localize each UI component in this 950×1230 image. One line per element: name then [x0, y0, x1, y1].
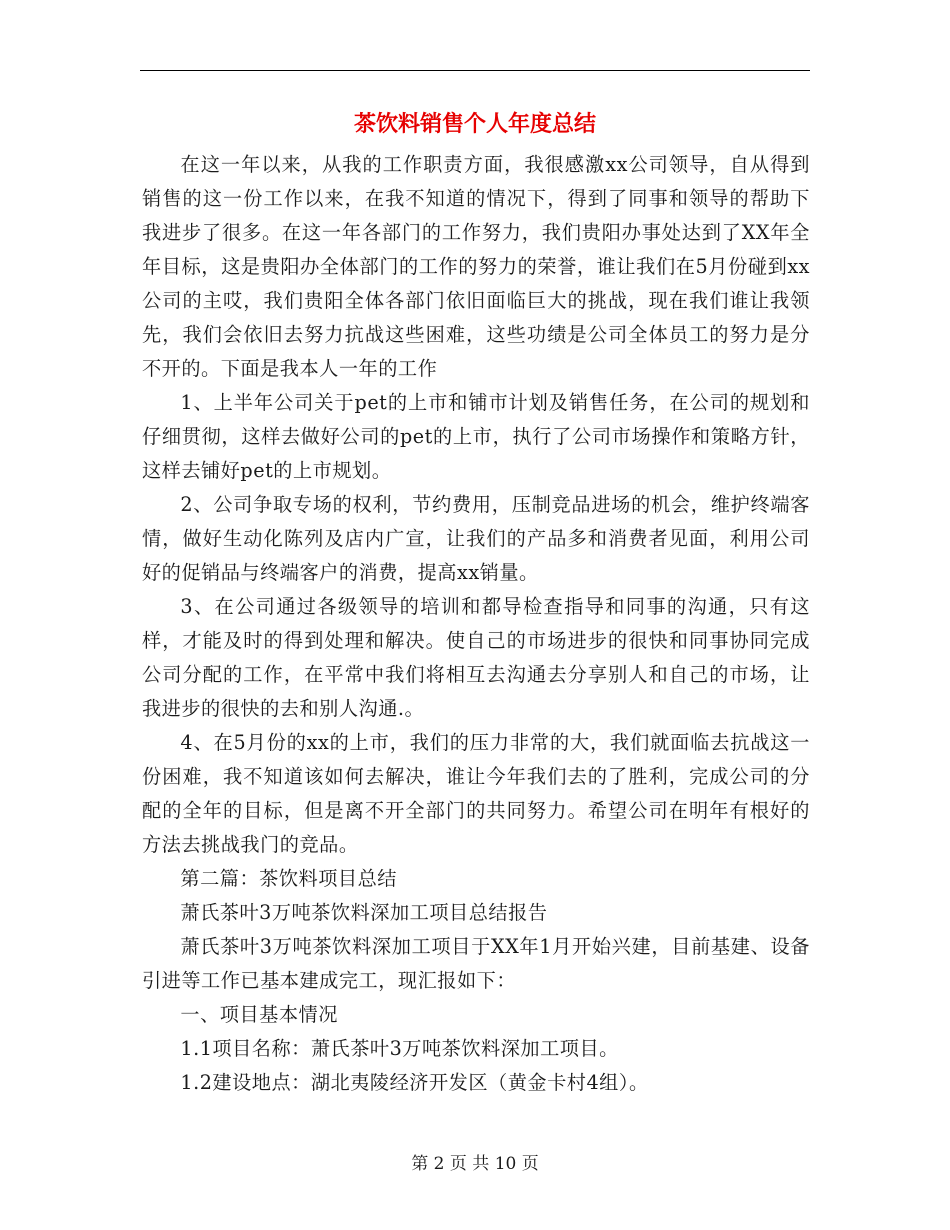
document-body [142, 148, 810, 1100]
report-title: 萧氏茶叶3万吨茶饮料深加工项目总结报告 [180, 901, 548, 924]
paragraph-item-4: 4、在5月份的xx的上市，我们的压力非常的大，我们就面临去抗战这一份困难，我不知道该如何去解决，谁让今年我们去的了胜利，完成公司的分配的全年的目标，但是离不开全部门的共同努力。希望公司在明年有根好的方法去挑战我门的竞品。 [142, 731, 810, 856]
document-title: 茶饮料销售个人年度总结 [353, 112, 596, 137]
paragraph-intro: 在这一年以来，从我的工作职责方面，我很感激xx公司领导，自从得到销售的这一份工作以来，在我不知道的情况下，得到了同事和领导的帮助下我进步了很多。在这一年各部门的工作努力，我们贵阳办事处达到了XX年全年目标，这是贵阳办全体部门的工作的努力的荣誉，谁让我们在5月份碰到xx公司的主哎，我们贵阳全体各部门依旧面临巨大的挑战，现在我们谁让我领先，我们会依旧去努力抗战这些困难，这些功绩是公司全体员工的努力是分不开的。下面是我本人一年的工作 [142, 153, 810, 380]
section-heading-part-two: 第二篇：茶饮料项目总结 [180, 867, 397, 890]
page-number-footer: 第 2 页 共 10 页 [411, 1154, 539, 1174]
item-construction-site: 1.2建设地点：湖北夷陵经济开发区（黄金卡村4组）。 [180, 1071, 649, 1094]
paragraph-item-3: 3、在公司通过各级领导的培训和都导检查指导和同事的沟通，只有这样，才能及时的得到处理和解决。使自己的市场进步的很快和同事协同完成公司分配的工作，在平常中我们将相互去沟通去分享别人和自己的市场，让我进步的很快的去和别人沟通.。 [142, 595, 810, 720]
header-rule [140, 70, 810, 71]
paragraph-item-1: 1、上半年公司关于pet的上市和铺市计划及销售任务，在公司的规划和仔细贯彻，这样去做好公司的pet的上市，执行了公司市场操作和策略方针，这样去铺好pet的上市规划。 [142, 391, 810, 482]
paragraph-item-2: 2、公司争取专场的权利，节约费用，压制竞品进场的机会，维护终端客情，做好生动化陈列及店内广宣，让我们的产品多和消费者见面，利用公司好的促销品与终端客户的消费，提高xx销量。 [142, 493, 810, 584]
item-project-name: 1.1项目名称：萧氏茶叶3万吨茶饮料深加工项目。 [180, 1037, 619, 1060]
section-heading-basic-info: 一、项目基本情况 [180, 1003, 338, 1026]
paragraph-report-intro: 萧氏茶叶3万吨茶饮料深加工项目于XX年1月开始兴建，目前基建、设备引进等工作已基本建成完工，现汇报如下： [142, 935, 810, 992]
